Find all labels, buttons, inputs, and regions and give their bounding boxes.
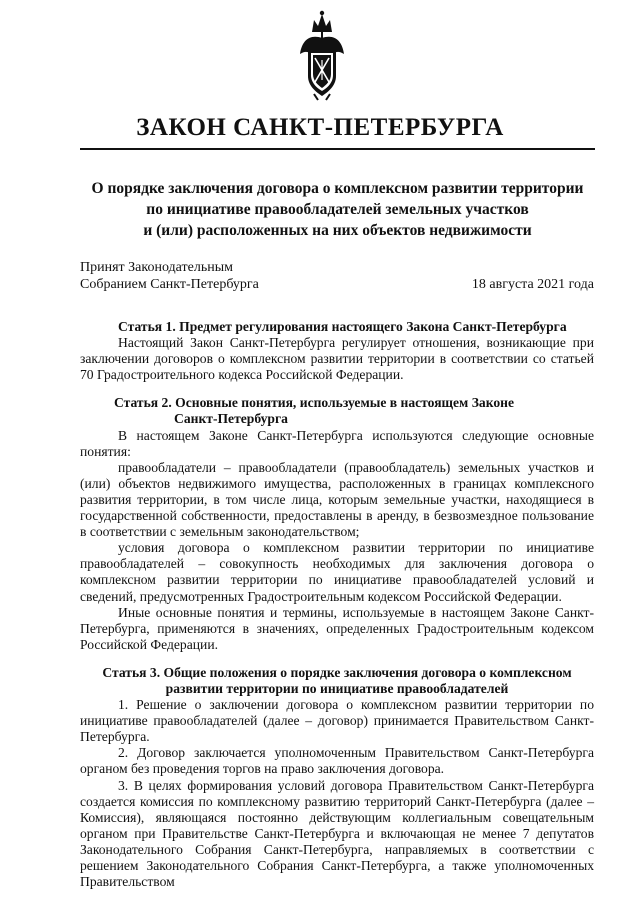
law-body — [80, 316, 594, 890]
adopted-line: Принят Законодательным — [80, 260, 233, 275]
adopted-line: Собранием Санкт-Петербурга — [80, 277, 259, 292]
article-2-paragraph: правообладатели – правообладатели (правообладатель) земельных участков и (или) объектов недвижимого имущества, расположенных в границах комплексного развития территории, в том числе лица, которым земельные участки, находящиеся в государственной собственности, предоставлены в аренду, в безвозмездное пользование в соответствии с земельным законодательством; — [80, 459, 594, 540]
article-3-paragraph: 3. В целях формирования условий договора Правительством Санкт-Петербурга создается комиссия по комплексному развитию территорий Санкт-Петербурга (далее – Комиссия), являющаяся постоянно действующим коллегиальным совещательным органом при Правительстве Санкт-Петербурга и включающая не менее 7 депутатов Законодательного Собрания Санкт-Петербурга, направляемых в соответствии с решением Законодательного Собрания Санкт-Петербурга, а также уполномоченных Правительством — [80, 777, 594, 890]
article-2-heading: Статья 2. Основные понятия, используемые в настоящем Законе — [114, 395, 515, 411]
subtitle-line: О порядке заключения договора о комплексном развитии территории — [91, 180, 584, 197]
article-2-paragraph: Иные основные понятия и термины, используемые в настоящем Законе Санкт-Петербурга, применяются в значениях, определенных Градостроительным кодексом Российской Федерации. — [80, 604, 594, 652]
article-2-heading-cont: Санкт-Петербурга — [174, 411, 288, 427]
law-title: ЗАКОН САНКТ-ПЕТЕРБУРГА — [136, 114, 504, 141]
title-underline — [80, 148, 595, 150]
article-3-paragraph: 1. Решение о заключении договора о комплексном развитии территории по инициативе правообладателей (далее – договор) принимается Правительством Санкт-Петербурга. — [80, 697, 594, 745]
law-subtitle — [80, 178, 595, 241]
article-2-paragraph: условия договора о комплексном развитии территории по инициативе правообладателей – совокупность необходимых для заключения договора о комплексном развитии территории по инициативе правообладателей условий и сведений, предусмотренных Градостроительным кодексом Российской Федерации. — [80, 540, 594, 604]
subtitle-line: и (или) расположенных на них объектов недвижимости — [143, 222, 532, 239]
article-3-heading-cont: развитии территории по инициативе правообладателей — [165, 680, 509, 696]
article-3-heading: Статья 3. Общие положения о порядке заключения договора о комплексном — [102, 664, 572, 680]
article-1-heading: Статья 1. Предмет регулирования настоящего Закона Санкт-Петербурга — [118, 319, 567, 334]
adopted-by — [80, 259, 259, 293]
article-1-text: Настоящий Закон Санкт-Петербурга регулирует отношения, возникающие при заключении договоров о комплексном развитии территории в соответствии со статьей 70 Градостроительного кодекса Российской Федерации. — [80, 335, 594, 383]
coat-of-arms-icon — [296, 10, 348, 102]
article-2-paragraph: В настоящем Законе Санкт-Петербурга используются следующие основные понятия: — [80, 427, 594, 459]
article-3-paragraph: 2. Договор заключается уполномоченным Правительством Санкт-Петербурга органом без проведения торгов на право заключения договора. — [80, 745, 594, 777]
subtitle-line: по инициативе правообладателей земельных участков — [146, 201, 529, 218]
adoption-date: 18 августа 2021 года — [471, 277, 594, 292]
